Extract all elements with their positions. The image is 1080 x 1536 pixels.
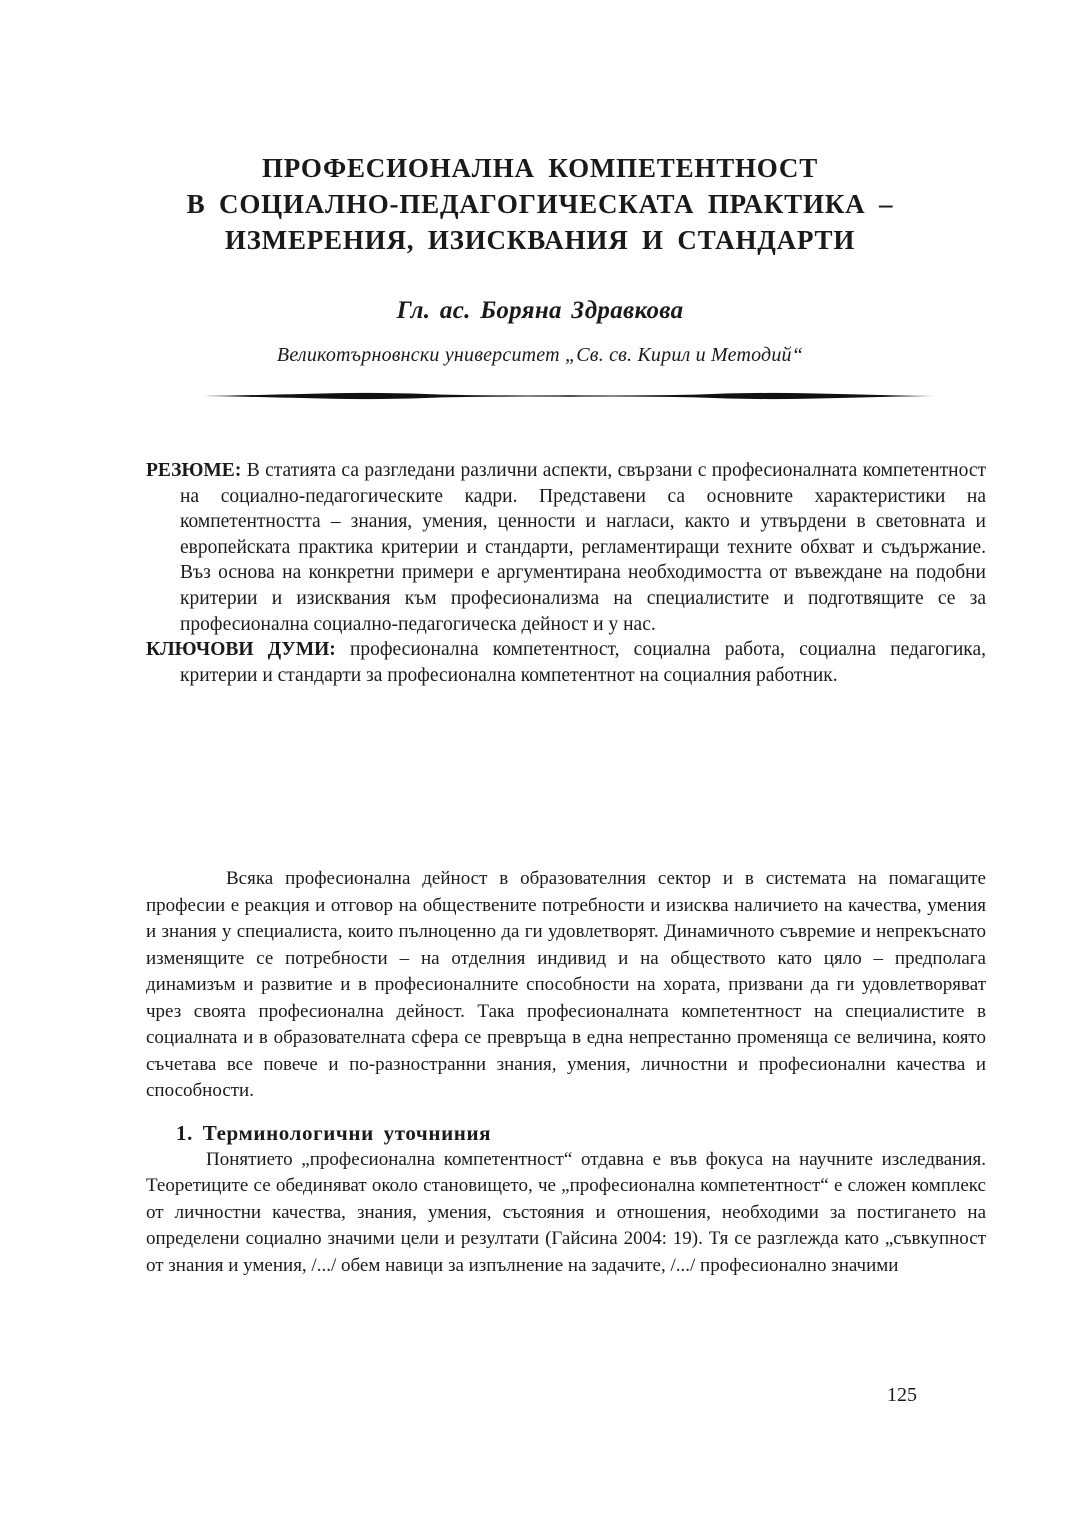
author-name: Гл. ас. Боряна Здравкова [396, 297, 684, 324]
abstract-text: В статията са разгледани различни аспекти, свързани с професионалната компетентност на социално-педагогическите кадри. Представени са основните характеристики на компетентността – знания, умения, ценности и нагласи, както и утвърдени в световната и европейската практика критерии и стандарти, регламентиращи техните обхват и съдържание. Въз основа на конкретни примери е аргументирана необходимостта от въвеждане на подобни критерии и изисквания към професионализма на специалистите и подготвящите се за професионална социално-педагогическа дейност и у нас. [180, 460, 986, 635]
intro-paragraph: Всяка професионална дейност в образователния сектор и в системата на помагащите професии е реакция и отговор на обществените потребности и изисква наличието на качества, умения и знания у специалиста, които пълноценно да ги удовлетворят. Динамичното съвремие и непрекъснато изменящите се потребности – на отделния индивид и на обществото като цяло – предполага динамизъм и развитие и в професионалните способности на хората, призвани да ги удовлетворяват чрез своята професионална дейност. Така професионалната компетентност на специалистите в социалната и в образователната сфера се превръща в една непрестанно променяща се величина, която съчетава все повече и по-разностранни знания, умения, личностни и професионални качества и способности. [146, 868, 986, 1101]
keywords-label: КЛЮЧОВИ ДУМИ: [146, 639, 336, 661]
page-number: 125 [887, 1384, 917, 1406]
article-title [0, 150, 1080, 258]
abstract-paragraph [146, 458, 986, 637]
ornamental-divider [203, 388, 935, 404]
abstract-label: РЕЗЮМЕ: [146, 460, 242, 481]
article-body [146, 866, 986, 1279]
keywords-text: професионална компетентност, социална работа, социална педагогика, критерии и стандарти за професионална компетентнот на социалния работник. [180, 639, 987, 686]
author-affiliation: Великотърновнски университет „Св. св. Кирил и Методий“ [276, 344, 804, 366]
keywords-paragraph [146, 637, 986, 688]
title-line-2: В СОЦИАЛНО-ПЕДАГОГИЧЕСКАТА ПРАКТИКА – [186, 189, 894, 219]
section-paragraph: Понятието „професионална компетентност“ отдавна е във фокуса на научните изследвания. Теоретиците се обединяват около становището, че „професионална компетентност“ е сложен комплекс от личностни качества, знания, умения, състояния и отношения, необходими за постигането на определени социално значими цели и резултати (Гайсина 2004: 19). Тя се разглежда като „съвкупност от знания и умения, /.../ обем навици за изпълнение на задачите, /.../ професионално значими [146, 1148, 986, 1276]
title-line-3: ИЗМЕРЕНИЯ, ИЗИСКВАНИЯ И СТАНДАРТИ [224, 225, 856, 255]
abstract-block [146, 458, 986, 688]
section-heading: 1. Терминологични уточниния [176, 1120, 492, 1145]
title-line-1: ПРОФЕСИОНАЛНА КОМПЕТЕНТНОСТ [261, 153, 819, 183]
